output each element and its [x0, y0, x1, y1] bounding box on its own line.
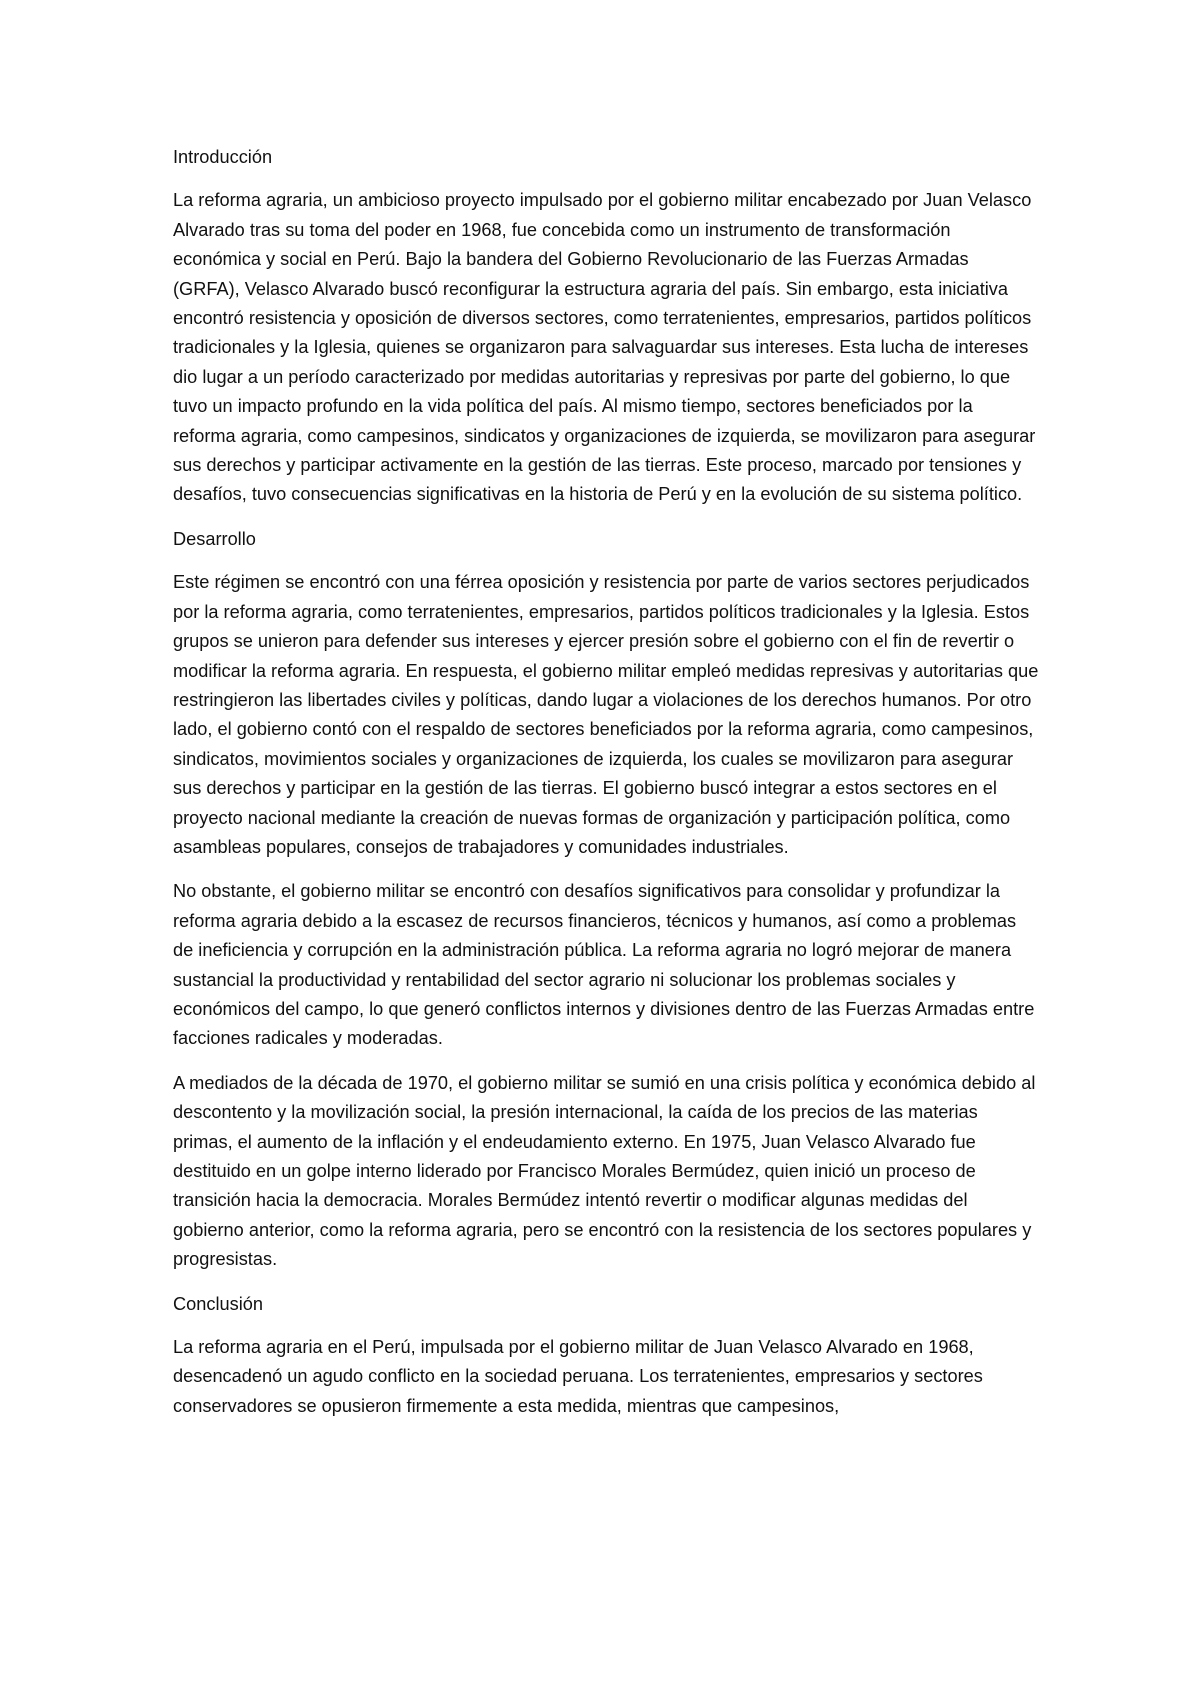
paragraph-conclusion: La reforma agraria en el Perú, impulsada por el gobierno militar de Juan Velasco Alvarado en 1968, desencadenó un agudo conflicto en la sociedad peruana. Los terratenientes, empresarios y sectores conservadores se opusieron firmemente a esta medida, mientras que campesinos,	[173, 1337, 983, 1416]
heading-conclusion: Conclusión	[173, 1293, 263, 1314]
paragraph-desarrollo-1: Este régimen se encontró con una férrea oposición y resistencia por parte de varios sectores perjudicados por la reforma agraria, como terratenientes, empresarios, partidos políticos tradicionales y la Iglesia. Estos grupos se unieron para defender sus intereses y ejercer presión sobre el gobierno con el fin de revertir o modificar la reforma agraria. En respuesta, el gobierno militar empleó medidas represivas y autoritarias que restringieron las libertades civiles y políticas, dando lugar a violaciones de los derechos humanos. Por otro lado, el gobierno contó con el respaldo de sectores beneficiados por la reforma agraria, como campesinos, sindicatos, movimientos sociales y organizaciones de izquierda, los cuales se movilizaron para asegurar sus derechos y participar en la gestión de las tierras. El gobierno buscó integrar a estos sectores en el proyecto nacional mediante la creación de nuevas formas de organización y participación política, como asambleas populares, consejos de trabajadores y comunidades industriales.	[173, 572, 1039, 857]
paragraph-desarrollo-3: A mediados de la década de 1970, el gobierno militar se sumió en una crisis política y económica debido al descontento y la movilización social, la presión internacional, la caída de los precios de las materias primas, el aumento de la inflación y el endeudamiento externo. En 1975, Juan Velasco Alvarado fue destituido en un golpe interno liderado por Francisco Morales Bermúdez, quien inició un proceso de transición hacia la democracia. Morales Bermúdez intentó revertir o modificar algunas medidas del gobierno anterior, como la reforma agraria, pero se encontró con la resistencia de los sectores populares y progresistas.	[173, 1072, 1036, 1270]
paragraph-introduccion: La reforma agraria, un ambicioso proyecto impulsado por el gobierno militar encabezado por Juan Velasco Alvarado tras su toma del poder en 1968, fue concebida como un instrumento de transformación económica y social en Perú. Bajo la bandera del Gobierno Revolucionario de las Fuerzas Armadas (GRFA), Velasco Alvarado buscó reconfigurar la estructura agraria del país. Sin embargo, esta iniciativa encontró resistencia y oposición de diversos sectores, como terratenientes, empresarios, partidos políticos tradicionales y la Iglesia, quienes se organizaron para salvaguardar sus intereses. Esta lucha de intereses dio lugar a un período caracterizado por medidas autoritarias y represivas por parte del gobierno, lo que tuvo un impacto profundo en la vida política del país. Al mismo tiempo, sectores beneficiados por la reforma agraria, como campesinos, sindicatos y organizaciones de izquierda, se movilizaron para asegurar sus derechos y participar activamente en la gestión de las tierras. Este proceso, marcado por tensiones y desafíos, tuvo consecuencias significativas en la historia de Perú y en la evolución de su sistema político.	[173, 190, 1036, 505]
document-body	[173, 143, 1039, 1436]
heading-desarrollo: Desarrollo	[173, 528, 256, 549]
heading-introduccion: Introducción	[173, 147, 273, 167]
paragraph-desarrollo-2: No obstante, el gobierno militar se encontró con desafíos significativos para consolidar y profundizar la reforma agraria debido a la escasez de recursos financieros, técnicos y humanos, así como a problemas de ineficiencia y corrupción en la administración pública. La reforma agraria no logró mejorar de manera sustancial la productividad y rentabilidad del sector agrario ni solucionar los problemas sociales y económicos del campo, lo que generó conflictos internos y divisiones dentro de las Fuerzas Armadas entre facciones radicales y moderadas.	[173, 881, 1035, 1049]
